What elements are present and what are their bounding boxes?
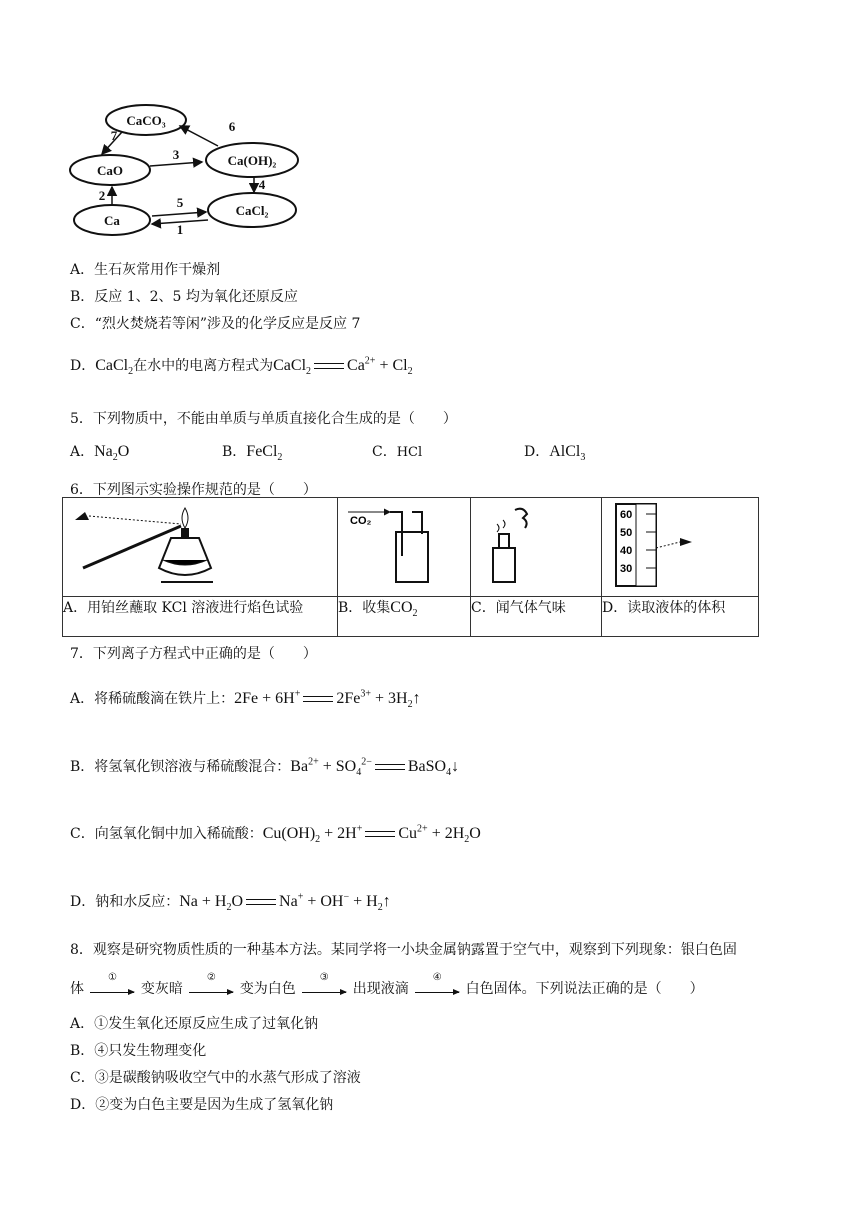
q8-option-c: C．③是碳酸钠吸收空气中的水蒸气形成了溶液	[70, 1070, 361, 1086]
q8-option-a: A．①发生氧化还原反应生成了过氧化钠	[70, 1016, 319, 1032]
q4-option-d: D．CaCl$_2$在水中的电离方程式为CaCl$_2$ $Ca^{2+} + Cl_2$	[70, 355, 413, 378]
q6-stem: 6．下列图示实验操作规范的是（ ）	[70, 482, 317, 498]
node-caoh2-label: Ca(OH)₂	[227, 153, 277, 168]
read-volume-illustration	[602, 498, 758, 592]
q8-sequence: 体 ① 变灰暗 ② 变为白色 ③ 出现液滴 ④ 白色固体。下列说法正确的是（ ）	[70, 971, 704, 997]
edge-6	[180, 126, 218, 146]
node-cao-label: CaO	[97, 163, 123, 178]
svg-text:50: 50	[620, 527, 633, 539]
gas-collection-bottle	[338, 498, 470, 592]
q6-image-a	[63, 498, 338, 597]
edge-3-label: 3	[172, 147, 180, 162]
smell-gas-illustration	[471, 498, 601, 592]
q7-option-b: B．将氢氧化钡溶液与稀硫酸混合：$Ba^{2+} + SO_4^{2-}$ BaSO$_4$↓	[70, 756, 460, 779]
node-ca-label: Ca	[104, 213, 120, 228]
q6-image-c	[471, 498, 602, 597]
edge-4-label: 4	[258, 177, 266, 192]
q7-stem: 7．下列离子方程式中正确的是（ ）	[70, 646, 317, 662]
q8-option-b: B．④只发生物理变化	[70, 1043, 207, 1059]
q6-option-a: A．用铂丝蘸取 KCl 溶液进行焰色试验	[63, 597, 338, 637]
q4-option-b: B．反应 1、2、5 均为氧化还原反应	[70, 289, 298, 305]
reaction-diagram	[62, 96, 312, 246]
q5-option-d: D．AlCl$_3$	[524, 443, 586, 464]
q5-option-a: A．$Na_2O$	[70, 443, 130, 464]
q5-options	[70, 441, 586, 464]
q6-option-b: B．收集$CO_2$	[338, 597, 471, 637]
q5-option-b: B．FeCl$_2$	[222, 443, 283, 464]
edge-7-label: 7	[110, 128, 118, 143]
q5-stem: 5．下列物质中，不能由单质与单质直接化合生成的是（ ）	[70, 411, 457, 427]
q8-option-d: D．②变为白色主要是因为生成了氢氧化钠	[70, 1097, 334, 1113]
edge-6-label: 6	[228, 119, 236, 134]
q6-image-d	[602, 498, 759, 597]
q6-option-c: C．闻气体气味	[471, 597, 602, 637]
q6-option-d: D．读取液体的体积	[602, 597, 759, 637]
edge-1-label: 1	[176, 222, 184, 237]
q6-table	[62, 497, 759, 637]
svg-text:40: 40	[620, 545, 633, 557]
q7-option-a: A．将稀硫酸滴在铁片上：2Fe + 6H+ $2Fe^{3+}$ + $3H_2↑$	[70, 688, 421, 711]
node-cacl2-label: CaCl₂	[235, 203, 269, 218]
q7-option-d: D．钠和水反应：$Na + H_2O$ $Na^+ + OH^- + H_2↑$	[70, 891, 391, 914]
edge-5-label: 5	[176, 195, 184, 210]
q4-option-c: C．“烈火焚烧若等闲”涉及的化学反应是反应 7	[70, 316, 361, 332]
edge-3	[150, 162, 202, 166]
q4-option-a: A．生石灰常用作干燥剂	[70, 262, 221, 278]
edge-2-label: 2	[98, 188, 106, 203]
q8-stem: 8．观察是研究物质性质的一种基本方法。某同学将一小块金属钠露置于空气中，观察到下列现象：银白色固	[70, 942, 737, 958]
eye-icon	[75, 512, 89, 520]
node-caco3-label: CaCO₃	[126, 113, 166, 128]
q5-option-c: C．HCl	[372, 444, 423, 460]
svg-text:CO₂: CO₂	[350, 515, 372, 527]
edge-5	[152, 212, 206, 216]
svg-text:30: 30	[620, 563, 633, 575]
q7-option-c: C．向氢氧化铜中加入稀硫酸：$Cu(OH)_2 + 2H^+$ $Cu^{2+} + 2H_2O$	[70, 823, 481, 846]
q6-image-b	[338, 498, 471, 597]
svg-text:60: 60	[620, 509, 633, 521]
flame-test-illustration	[63, 498, 337, 592]
eye-icon	[680, 538, 692, 546]
